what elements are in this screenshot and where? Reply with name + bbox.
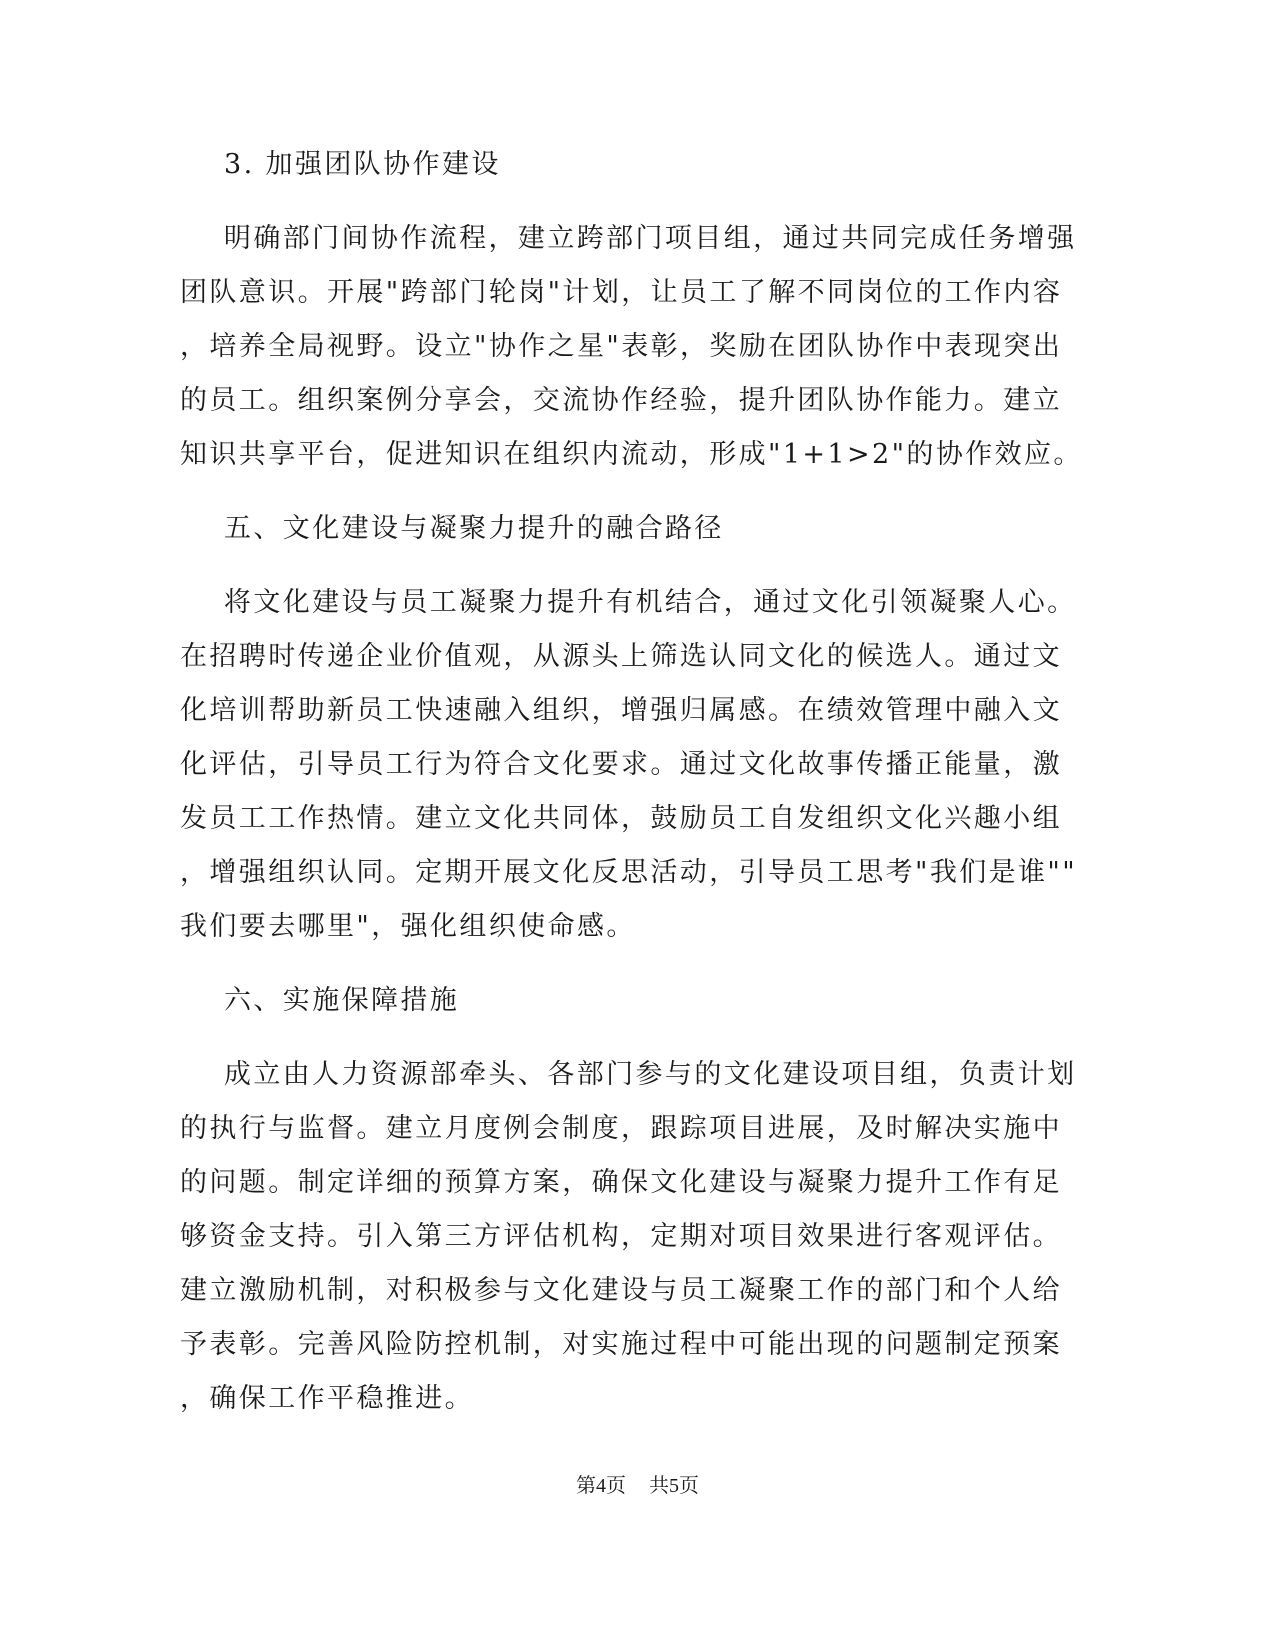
page-footer: [0, 1472, 1275, 1500]
paragraph-line: ，增强组织认同。定期开展文化反思活动，引导员工思考"我们是谁"": [180, 857, 1078, 888]
paragraph-line: ，确保工作平稳推进。: [180, 1383, 474, 1414]
paragraph: [180, 576, 1078, 954]
paragraph-line: 的问题。制定详细的预算方案，确保文化建设与凝聚力提升工作有足: [180, 1167, 1062, 1198]
paragraph-line: 予表彰。完善风险防控机制，对实施过程中可能出现的问题制定预案: [180, 1329, 1062, 1360]
paragraph-line: 我们要去哪里"，强化组织使命感。: [180, 911, 636, 942]
heading-line: 六、实施保障措施: [224, 985, 460, 1016]
paragraph-line: 明确部门间协作流程，建立跨部门项目组，通过共同完成任务增强: [180, 223, 1077, 254]
paragraph-line: 发员工工作热情。建立文化共同体，鼓励员工自发组织文化兴趣小组: [180, 803, 1062, 834]
paragraph-line: ，培养全局视野。设立"协作之星"表彰，奖励在团队协作中表现突出: [180, 331, 1063, 362]
paragraph-line: 团队意识。开展"跨部门轮岗"计划，让员工了解不同岗位的工作内容: [180, 277, 1063, 308]
section-heading: [180, 502, 1040, 556]
paragraph-line: 的执行与监督。建立月度例会制度，跟踪项目进展，及时解决实施中: [180, 1113, 1062, 1144]
paragraph-line: 建立激励机制，对积极参与文化建设与员工凝聚工作的部门和个人给: [180, 1275, 1062, 1306]
paragraph-line: 在招聘时传递企业价值观，从源头上筛选认同文化的候选人。通过文: [180, 641, 1062, 672]
heading-line: 五、文化建设与凝聚力提升的融合路径: [224, 513, 724, 544]
document-body: [180, 138, 1083, 1426]
page-number: 第4页: [576, 1475, 626, 1497]
paragraph-line: 成立由人力资源部牵头、各部门参与的文化建设项目组，负责计划: [180, 1059, 1077, 1090]
paragraph-line: 将文化建设与员工凝聚力提升有机结合，通过文化引领凝聚人心。: [180, 587, 1077, 618]
paragraph-line: 化评估，引导员工行为符合文化要求。通过文化故事传播正能量，激: [180, 749, 1062, 780]
paragraph-line: 的员工。组织案例分享会，交流协作经验，提升团队协作能力。建立: [180, 385, 1062, 416]
paragraph-line: 知识共享平台，促进知识在组织内流动，形成"1+1>2"的协作效应。: [180, 439, 1083, 470]
section-heading: [180, 138, 1040, 192]
heading-line: 3. 加强团队协作建设: [224, 149, 501, 180]
paragraph-line: 够资金支持。引入第三方评估机构，定期对项目效果进行客观评估。: [180, 1221, 1062, 1252]
paragraph: [180, 212, 1083, 482]
paragraph-line: 化培训帮助新员工快速融入组织，增强归属感。在绩效管理中融入文: [180, 695, 1062, 726]
paragraph: [180, 1048, 1077, 1426]
section-heading: [180, 974, 1040, 1028]
page-total: 共5页: [649, 1475, 699, 1497]
